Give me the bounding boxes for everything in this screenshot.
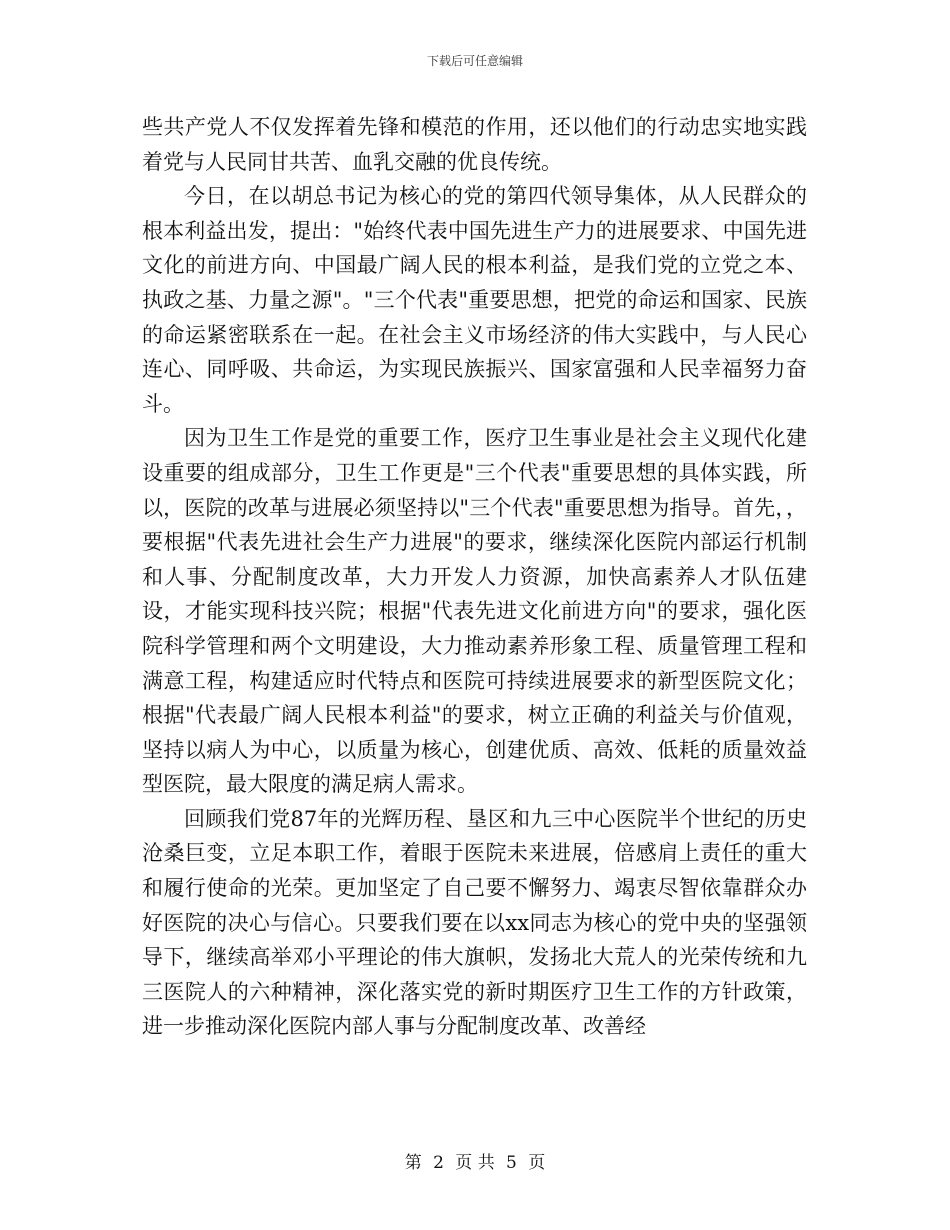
footer-page-number: 2 bbox=[433, 1153, 444, 1173]
page-footer bbox=[0, 1152, 950, 1174]
paragraph-3: 因为卫生工作是党的重要工作，医疗卫生事业是社会主义现代化建设重要的组成部分，卫生工作更是"三个代表"重要思想的具体实践，所以，医院的改革与进展必须坚持以"三个代表"重要思想为指导。首先，，要根据"代表先进社会生产力进展"的要求，继续深化医院内部运行机制和人事、分配制度改革，大力开发人力资源，加快高素养人才队伍建设，才能实现科技兴院；根据"代表先进文化前进方向"的要求，强化医院科学管理和两个文明建设，大力推动素养形象工程、质量管理工程和满意工程，构建适应时代特点和医院可持续进展要求的新型医院文化；根据"代表最广阔人民根本利益"的要求，树立正确的利益关与价值观，坚持以病人为中心，以质量为核心，创建优质、高效、低耗的质量效益型医院，最大限度的满足病人需求。 bbox=[142, 426, 807, 797]
paragraph-4: 回顾我们党87年的光辉历程、垦区和九三中心医院半个世纪的历史沧桑巨变，立足本职工作，着眼于医院未来进展，倍感肩上责任的重大和履行使命的光荣。更加坚定了自己要不懈努力、竭衷尽智依靠群众办好医院的决心与信心。只要我们要在以xx同志为核心的党中央的坚强领导下，继续高举邓小平理论的伟大旗帜，发扬北大荒人的光荣传统和九三医院人的六种精神，深化落实党的新时期医疗卫生工作的方针政策，进一步推动深化医院内部人事与分配制度改革、改善经 bbox=[142, 806, 807, 1039]
footer-total-pages: 5 bbox=[506, 1153, 517, 1173]
paragraph-2: 今日，在以胡总书记为核心的党的第四代领导集体，从人民群众的根本利益出发，提出："始终代表中国先进生产力的进展要求、中国先进文化的前进方向、中国最广阔人民的根本利益，是我们党的立党之本、执政之基、力量之源"。"三个代表"重要思想，把党的命运和国家、民族的命运紧密联系在一起。在社会主义市场经济的伟大实践中，与人民心连心、同呼吸、共命运，为实现民族振兴、国家富强和人民幸福努力奋斗。 bbox=[142, 184, 807, 416]
footer-suffix: 页 bbox=[528, 1153, 546, 1173]
paragraph-1: 些共产党人不仅发挥着先锋和模范的作用，还以他们的行动忠实地实践着党与人民同甘共苦、血乳交融的优良传统。 bbox=[142, 115, 807, 174]
document-body bbox=[142, 110, 807, 1044]
footer-middle: 页 共 bbox=[455, 1153, 495, 1173]
page-header: 下载后可任意编辑 bbox=[426, 54, 523, 68]
footer-prefix: 第 bbox=[404, 1153, 422, 1173]
